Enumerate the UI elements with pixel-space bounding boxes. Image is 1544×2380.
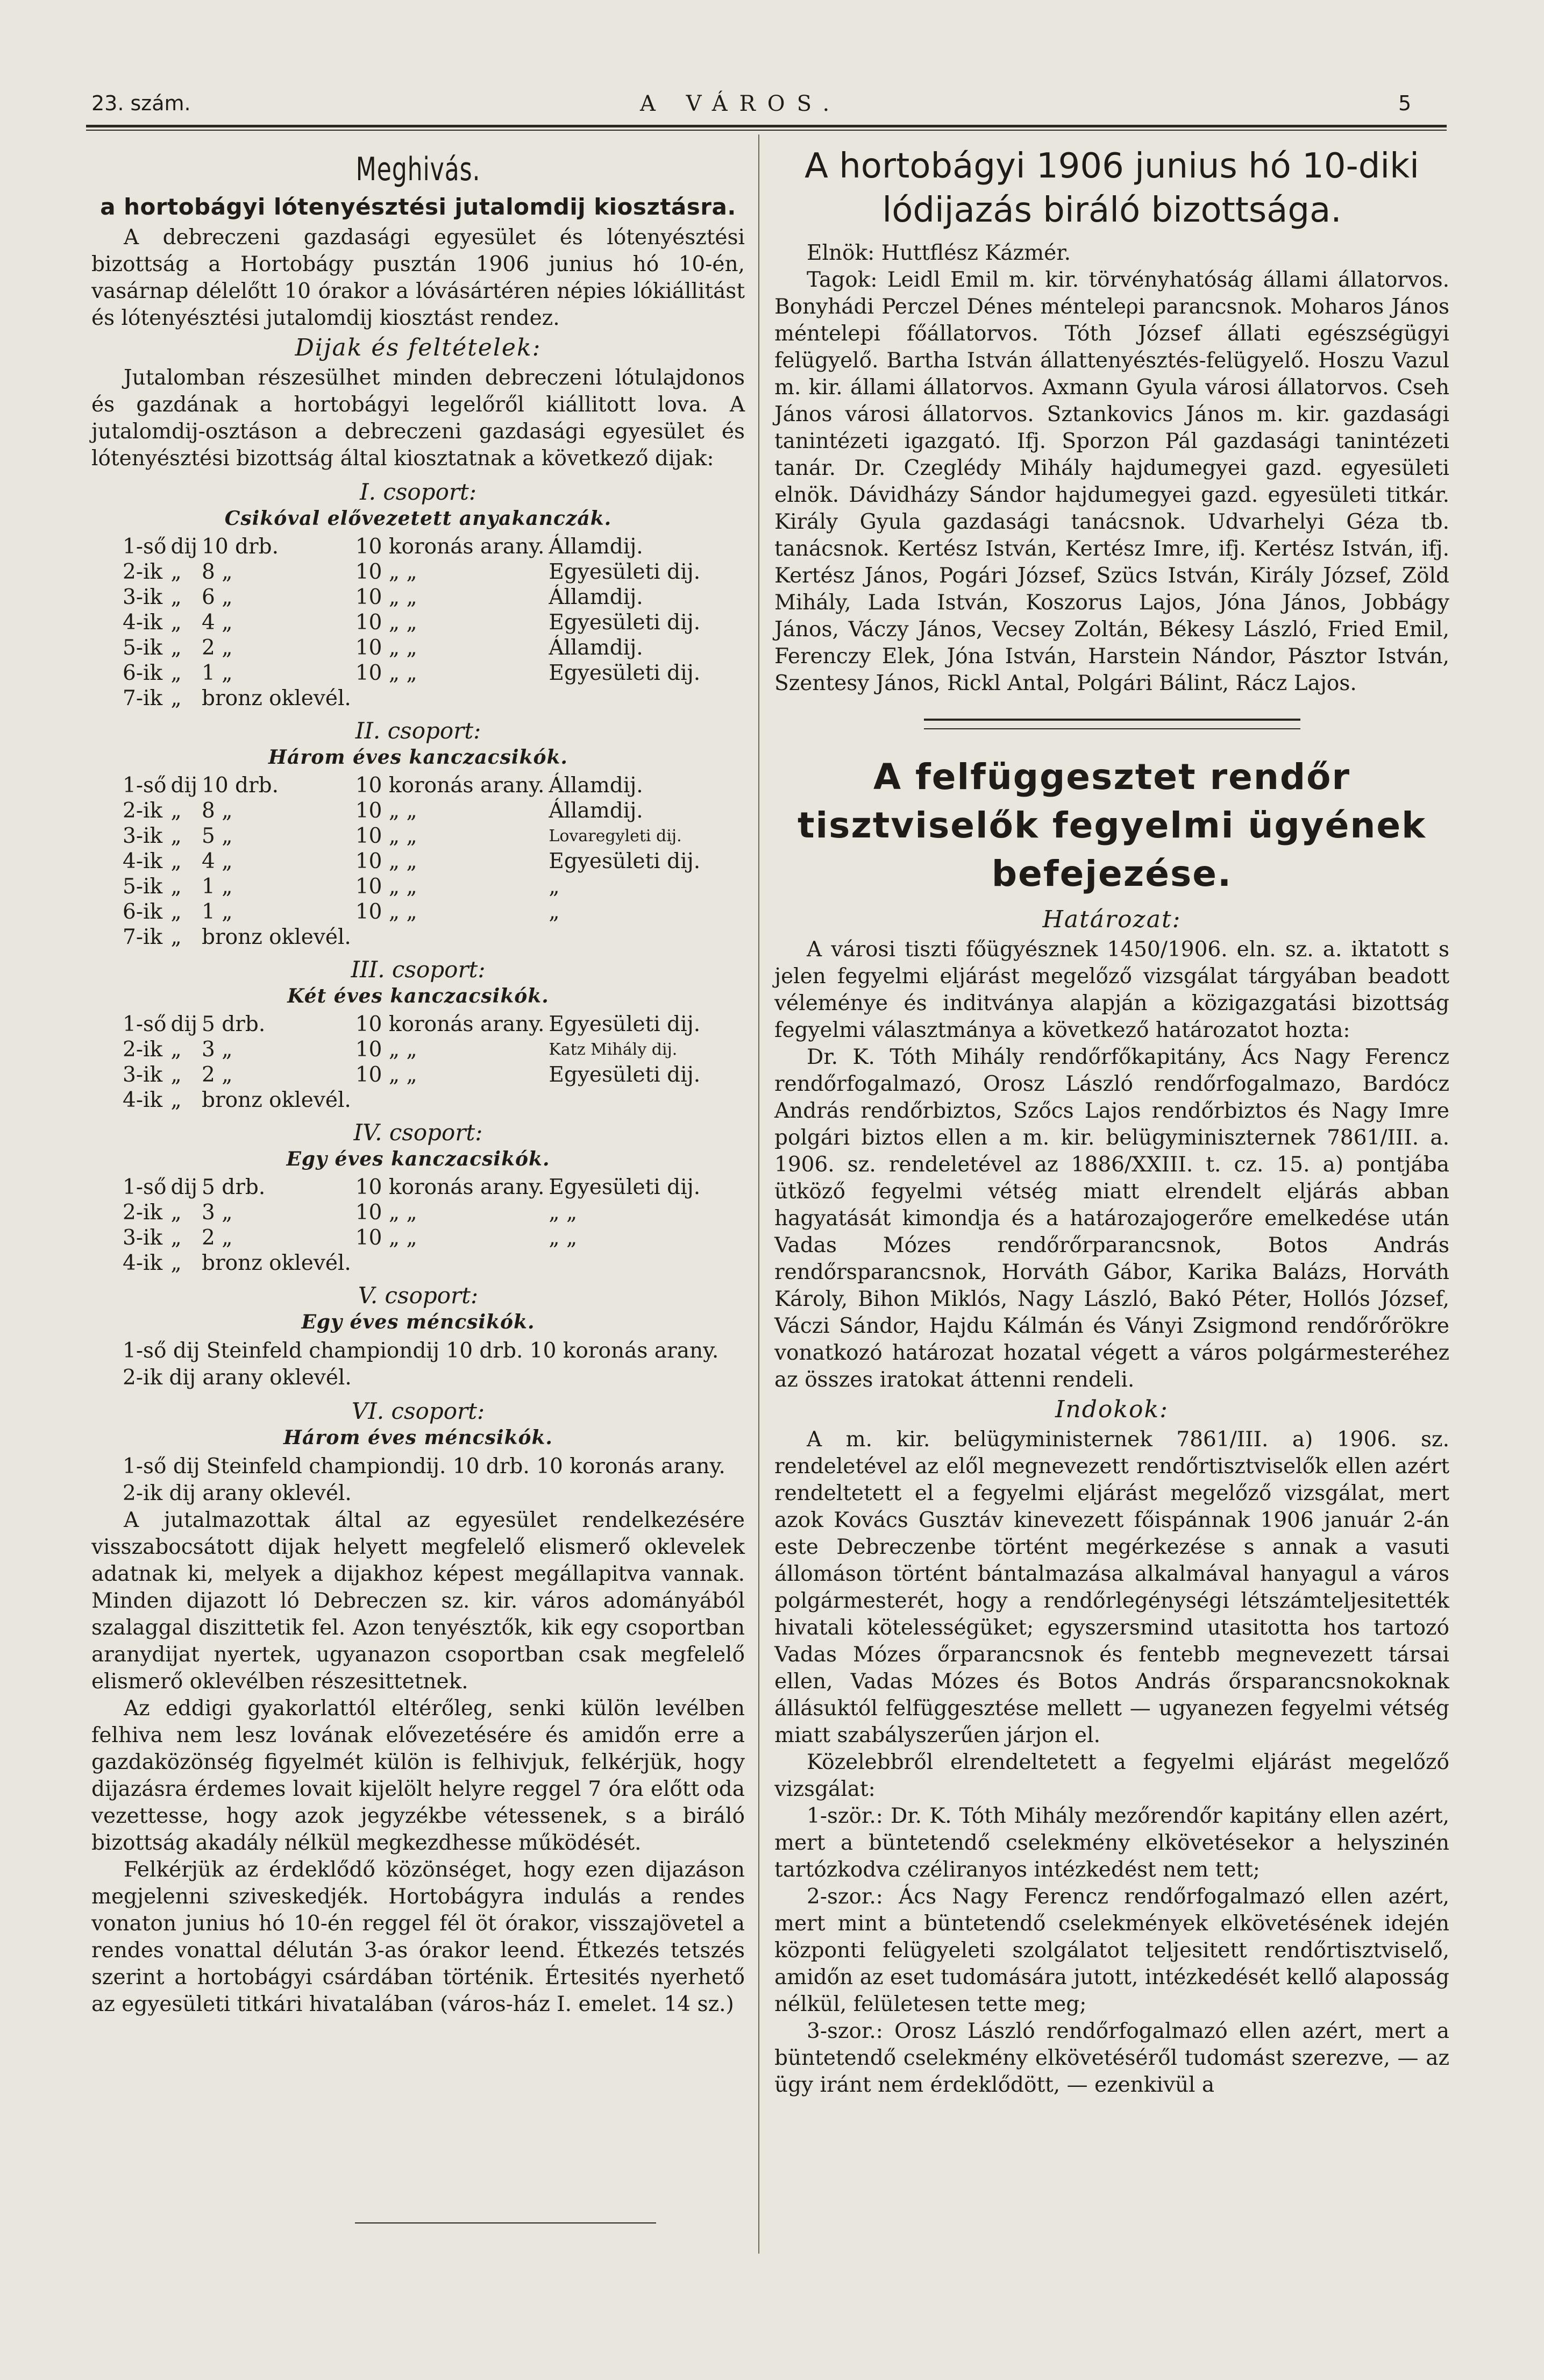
prize-cell: „ [170,661,182,685]
prize-cell: Egyesületi dij. [549,1175,701,1199]
prize-cell: 10 „ „ [355,849,417,873]
prize-cell: 2-ik [123,799,163,823]
prize-cell: „ [170,636,182,660]
prize-cell: 10 „ „ [355,1038,417,1062]
prize-cell [355,686,549,711]
prize-cell: 1-ső [123,1012,167,1036]
prize-cell: „ [170,610,182,635]
prize-cell: 1 „ [202,661,233,685]
reasons-paragraph-5: 3-szor.: Orosz László rendőrfogalmazó ellen azért, mert a büntetendő cselekmény elkövetéséről tudomást szerezve, — az ügy iránt nem érdeklődött, — ezenkivül a [774,2019,1449,2097]
prize-cell: „ [170,875,182,899]
prize-row [123,1251,705,1276]
prize-cell: Államdij. [549,799,643,823]
prize-cell: 10 „ „ [355,636,417,660]
prize-cell [549,1088,705,1113]
prize-cell: „ [170,585,182,609]
prize-cell [355,1251,549,1276]
prize-row [123,849,705,874]
conditions-text: Jutalomban részesülhet minden debreczeni lótulajdonos és gazdának a hortobágyi legelőről kiállitott lova. A jutalomdij-osztáson a debreczeni gazdasági egyesület és lótenyésztési bizottság által kiosztatnak a következő dijak: [91,366,745,471]
prize-cell: „ [170,849,182,873]
group-5-title: V. csoport: [358,1282,479,1309]
prize-cell: „ [170,1200,182,1225]
conditions-heading: Dijak és feltételek: [295,334,542,361]
reasons-paragraph-2: Közelebbről elrendeltetett a fegyelmi eljárást megelőző vizsgálat: [774,1750,1449,1801]
prize-cell [549,1251,705,1276]
prize-cell [355,925,549,950]
prize-row [123,798,705,823]
prize-cell: „ [170,560,182,584]
prize-cell: 10 drb. [202,535,279,559]
prize-cell: 7-ik [123,686,163,711]
prize-cell: 1-ső [123,1175,167,1199]
prize-row [123,773,705,798]
prize-cell: 10 „ „ [355,824,417,848]
prize-row [123,1012,705,1037]
prize-cell: 7-ik [123,925,163,949]
prize-cell: 3-ik [123,1226,163,1250]
prize-row [123,1175,705,1200]
invitation-title: Meghivás. [355,151,481,188]
prize-cell: 10 „ „ [355,610,417,635]
prize-cell: 2-ik [123,1200,163,1225]
prize-cell: 2 „ [202,1226,233,1250]
prize-cell: Államdij. [549,636,643,660]
prize-cell: „ [549,875,560,899]
prize-cell: 5-ik [123,636,163,660]
prize-cell: Egyesületi dij. [549,560,701,584]
paragraph-prizes: A jutalmazottak által az egyesület rendelkezésére visszabocsátott dijak helyett megfelelő elismerő oklevelek adatnak ki, melyek a dijakhoz képest megállapitva vannak. Minden dijazott ló Debreczen sz. kir. város adományából szalaggal diszittetik fel. Azon tenyésztők, kik egy csoportban aranydijat nyertek, ugyanazon csoportban csak megfelelő elismerő oklevélben részesittetnek. [91,1508,745,1694]
prize-cell: Egyesületi dij. [549,849,701,873]
reasons-paragraph-1: A m. kir. belügyministernek 7861/III. a) 1906. sz. rendeletével az elől megnevezett rendőrtisztviselők ellen azért rendeltetett el a fegyelmi eljárást megelőző vizsgálat, mert azok Kovács Gusztáv kinevezett főispánnak 1906 január 2-án este Debreczenbe történt megérkezése s annak a vasuti állomáson történt bántalmazása alkalmával hanyagul a város polgármesterét, hogy a rendőrlegénységi létszámteljesitették hivatali kötelességüket; egyszersmind utasitotta hos tartozó Vadas Mózes őrparancsnok és fentebb megnevezett társai ellen, Vadas Mózes és Botos András őrsparancsnokoknak állásuktól felfüggesztése mellett — ugyanezen fegyelmi vétség miatt szabályszerűen járjon el. [774,1427,1449,1747]
prize-cell: 3-ik [123,585,163,609]
prize-cell: Egyesületi dij. [549,610,701,635]
prize-row [123,899,705,925]
reasons-paragraph-4: 2-szor.: Ács Nagy Ferencz rendőrfogalmazó ellen azért, mert mint a büntetendő cselekmények elkövetésének idején központi felügyeleti szolgálatot teljesitett rendőrtisztviselő, amidőn az eset tudomására jutott, intézkedését kellő alaposság nélkül, felületesen tette meg; [774,1885,1449,2016]
prize-table [123,773,705,950]
prize-row [123,1062,705,1088]
group-5-line-2: 2-ik dij arany oklevél. [123,1366,352,1390]
prize-cell: Katz Mihály dij. [549,1040,678,1059]
group-title: II. csoport: [355,717,481,744]
prize-table [123,534,705,711]
prize-cell: „ [170,1038,182,1062]
prize-cell: „ [170,686,182,711]
group-title: I. csoport: [360,479,476,505]
newspaper-title: A VÁROS. [640,91,842,116]
group-5-subtitle: Egy éves méncsikók. [301,1311,535,1333]
prize-cell: dij [170,1012,198,1036]
prize-row [123,1200,705,1225]
prize-cell: bronz oklevél. [202,1251,351,1275]
prize-cell: „ [170,925,182,949]
group-title: III. csoport: [351,956,486,983]
header-rule-thin [86,130,1447,131]
prize-row [123,1037,705,1062]
committee-members: Tagok: Leidl Emil m. kir. törvényhatóság állami állatorvos. Bonyhádi Perczel Dénes ménteleρi parancsnok. Moharos János méntelepi főállatorvos. Tóth József állati egészségügyi felügyelő. Bartha István állattenyésztés-felügyelő. Hoszu Vazul m. kir. állami állatorvos. Axmann Gyula városi állatorvos. Cseh János városi állatorvos. Sztankovics János m. kir. gazdasági tanintézeti igazgató. Ifj. Sporzon Pál gazdasági tanintézeti tanár. Dr. Czeglédy Mihály hajdumegyei gazd. egyesületi elnök. Dávidházy Sándor hajdumegyei gazd. egyesületi titkár. Király Gyula gazdasági tanácsnok. Udvarhelyi Géza tb. tanácsnok. Kertész István, Kertész Imre, ifj. Kertész István, ifj. Kertész János, Pogári József, Szücs István, Király József, Zöld Mihály, Lada István, Koszorus Lajos, Jóna János, Jobbágy János, Váczy János, Vecsey Zoltán, Békesy László, Fried Emil, Ferenczy Elek, Jóna István, Harstein Nándor, Pásztor István, Szentesy János, Rickl Antal, Polgári Bálint, Rácz Lajos. [774,268,1449,695]
prize-cell: 10 koronás arany. [355,1012,545,1036]
group-6-line-1: 1-ső dij Steinfeld championdij. 10 drb. 10 koronás arany. [123,1454,725,1479]
prize-row [123,823,705,849]
prize-cell: 3 „ [202,1200,233,1225]
prize-cell: 2 „ [202,1063,233,1087]
section-rule [924,719,1300,721]
issue-number: 23. szám. [91,91,191,115]
prize-cell: 5 „ [202,824,233,848]
prize-cell: 10 „ „ [355,875,417,899]
prize-cell: Egyesületi dij. [549,1063,701,1087]
group-6-line-2: 2-ik dij arany oklevél. [123,1481,352,1505]
prize-cell: bronz oklevél. [202,1088,351,1112]
paragraph-procedure: Az eddigi gyakorlattól eltérőleg, senki külön levélben felhiva nem lesz lovának elővezetésére és amidőn erre a gazdaközönség figyelmét külön is felhivjuk, felkérjük, hogy dijazásra érdemes lovait kijelölt helyre reggel 7 óra előtt oda vezettesse, hogy azok jegyzékbe vétessenek, s a biráló bizottság akadály nélkül megkezdhesse működését. [91,1696,745,1855]
column-divider [758,134,759,2254]
reasons-paragraph-3: 1-ször.: Dr. K. Tóth Mihály mezőrendőr kapitány ellen azért, mert a büntetendő cselekmény elkövetésekor a helyszinén tartózkodva czéliranyos intézkedést nem tett; [774,1804,1449,1882]
prize-cell: 10 „ „ [355,900,417,924]
committee-title: A hortobágyi 1906 junius hó 10-diki lódijazás biráló bizottsága. [805,146,1419,230]
prize-table [123,1012,705,1113]
prize-cell: 10 koronás arany. [355,535,545,559]
prize-cell: „ [170,799,182,823]
prize-cell: 10 „ „ [355,585,417,609]
prize-row [123,559,705,585]
prize-cell: Lovaregyleti dij. [549,827,682,846]
prize-cell: dij [170,773,198,798]
prize-cell: 6-ik [123,900,163,924]
prize-cell [355,1088,549,1113]
prize-cell: 4 „ [202,610,233,635]
prize-cell: 1 „ [202,900,233,924]
prize-cell: Államdij. [549,773,643,798]
prize-cell: 4-ik [123,1088,163,1112]
prize-cell: 1-ső [123,773,167,798]
prize-cell: 4-ik [123,1251,163,1275]
prize-cell: 1 „ [202,875,233,899]
group-subtitle: Egy éves kanczacsikók. [286,1148,550,1170]
prize-cell: 5 drb. [202,1012,266,1036]
prize-cell: dij [170,1175,198,1199]
decision-paragraph-2: Dr. K. Tóth Mihály rendőrfőkapitány, Ács Nagy Ferencz rendőrfogalmazó, Orosz László rendőrfogalmazo, Bardócz András rendőrbiztos, Szőcs Lajos rendőrbiztos és Nagy Imre polgári biztos ellen a m. kir. belügyminiszternek 7861/III. a. 1906. sz. rendeletével az 1886/XXIII. t. cz. 15. a) pontjába ütköző fegyelmi vétség miatt elrendelt eljárás abban hagyatását kimondja és a határozajogerőre emelkedése után Vadas Mózes rendőrőrparancsnok, Botos András rendőrsparancsnok, Horváth Gábor, Karika Balázs, Horváth Károly, Bihon Miklós, Nagy László, Bakó Péter, Hollós József, Váczi Sándor, Hajdu Kálmán és Ványi Zsigmond rendőrőrökre vonatkozó határozat hozatal végett a város polgármesteréhez az összes iratokat áttenni rendeli. [774,1045,1449,1392]
group-subtitle: Csikóval elővezetett anyakanczák. [224,507,612,530]
paragraph-invitation: Felkérjük az érdeklődő közönséget, hogy ezen dijazáson megjelenni sziveskedjék. Hortobágyra indulás a rendes vonaton junius hó 10-én reggel fél öt órakor, visszajövetel a rendes vonattal délután 3-as órakor leend. Étkezés tetszés szerint a hortobágyi csárdában történik. Értesités nyerhető az egyesületi titkári hivatalában (város-ház I. emelet. 14 sz.) [91,1858,745,2016]
prize-cell: „ [170,1226,182,1250]
prize-cell: 10 koronás arany. [355,773,545,798]
prize-cell: Államdij. [549,585,643,609]
prize-cell: 10 „ „ [355,799,417,823]
prize-cell: 3-ik [123,1063,163,1087]
page-number: 5 [1398,91,1412,115]
prize-cell [549,925,705,950]
prize-cell: 5 drb. [202,1175,266,1199]
prize-row [123,660,705,686]
prize-cell: bronz oklevél. [202,686,351,711]
prize-cell: „ [170,1063,182,1087]
group-6-title: VI. csoport: [351,1398,485,1424]
prize-cell: „ [549,900,560,924]
prize-cell: „ [170,1251,182,1275]
group-subtitle: Három éves kanczacsikók. [268,746,568,769]
prize-cell: „ [170,1088,182,1112]
prize-cell: 8 „ [202,799,233,823]
group-6-subtitle: Három éves méncsikók. [283,1426,553,1449]
prize-cell: 2-ik [123,560,163,584]
prize-row [123,610,705,635]
prize-row [123,585,705,610]
section-rule-thin [924,728,1300,729]
prize-groups [91,479,745,1276]
prize-cell: 3 „ [202,1038,233,1062]
prize-cell: „ „ [549,1226,578,1250]
left-column [91,140,745,2018]
prize-cell: 2 „ [202,636,233,660]
prize-cell: „ [170,900,182,924]
header-rule [86,125,1447,127]
bottom-rule [355,2222,656,2223]
prize-cell: 10 „ „ [355,1200,417,1225]
prize-cell: 2-ik [123,1038,163,1062]
prize-cell: 10 „ „ [355,1063,417,1087]
prize-cell [549,686,705,711]
prize-cell: 10 „ „ [355,661,417,685]
prize-row [123,534,705,559]
prize-row [123,874,705,899]
group-subtitle: Két éves kanczacsikók. [287,985,549,1007]
prize-row [123,925,705,950]
prize-table [123,1175,705,1276]
prize-cell: 5-ik [123,875,163,899]
prize-cell: dij [170,535,198,559]
prize-cell: 8 „ [202,560,233,584]
prize-cell: „ „ [549,1200,578,1225]
prize-cell: Egyesületi dij. [549,661,701,685]
prize-row [123,686,705,711]
group-5-line-1: 1-ső dij Steinfeld championdij 10 drb. 10 koronás arany. [123,1339,719,1363]
prize-cell: 6-ik [123,661,163,685]
prize-cell: 4-ik [123,610,163,635]
prize-cell: 4 „ [202,849,233,873]
prize-cell: „ [170,824,182,848]
prize-cell: 10 koronás arany. [355,1175,545,1199]
committee-chair: Elnök: Huttflész Kázmér. [807,241,1071,265]
prize-cell: bronz oklevél. [202,925,351,949]
decision-heading: Határozat: [1042,906,1182,933]
invitation-intro: A debreczeni gazdasági egyesület és lótenyésztési bizottság a Hortobágy pusztán 1906 junius hó 10-én, vasárnap délelőtt 10 órakor a lóvásártéren népies lókiállitást és lótenyésztési jutalomdij kiosztást rendez. [91,225,745,330]
prize-cell: 1-ső [123,535,167,559]
prize-cell: 6 „ [202,585,233,609]
reasons-heading: Indokok: [1055,1396,1169,1423]
prize-cell: 4-ik [123,849,163,873]
prize-row [123,1088,705,1113]
prize-cell: 3-ik [123,824,163,848]
prize-cell: Egyesületi dij. [549,1012,701,1036]
prize-row [123,1225,705,1251]
prize-cell: 10 „ „ [355,1226,417,1250]
prize-cell: Államdij. [549,535,643,559]
prize-cell: 10 drb. [202,773,279,798]
article-title: A felfüggesztet rendőr tisztviselők fegyelmi ügyének befejezése. [797,756,1427,894]
prize-cell: 10 „ „ [355,560,417,584]
group-title: IV. csoport: [353,1119,483,1146]
prize-row [123,635,705,660]
right-column [774,140,1449,2099]
decision-paragraph-1: A városi tiszti főügyésznek 1450/1906. eln. sz. a. iktatott s jelen fegyelmi eljárást megelőző vizsgálat tárgyában beadott véleménye és inditványa alapján a közigazgatási bizottság fegyelmi választmánya a következő határozatot hozta: [774,937,1449,1042]
invitation-subtitle: a hortobágyi lótenyésztési jutalomdij kiosztásra. [100,194,736,220]
